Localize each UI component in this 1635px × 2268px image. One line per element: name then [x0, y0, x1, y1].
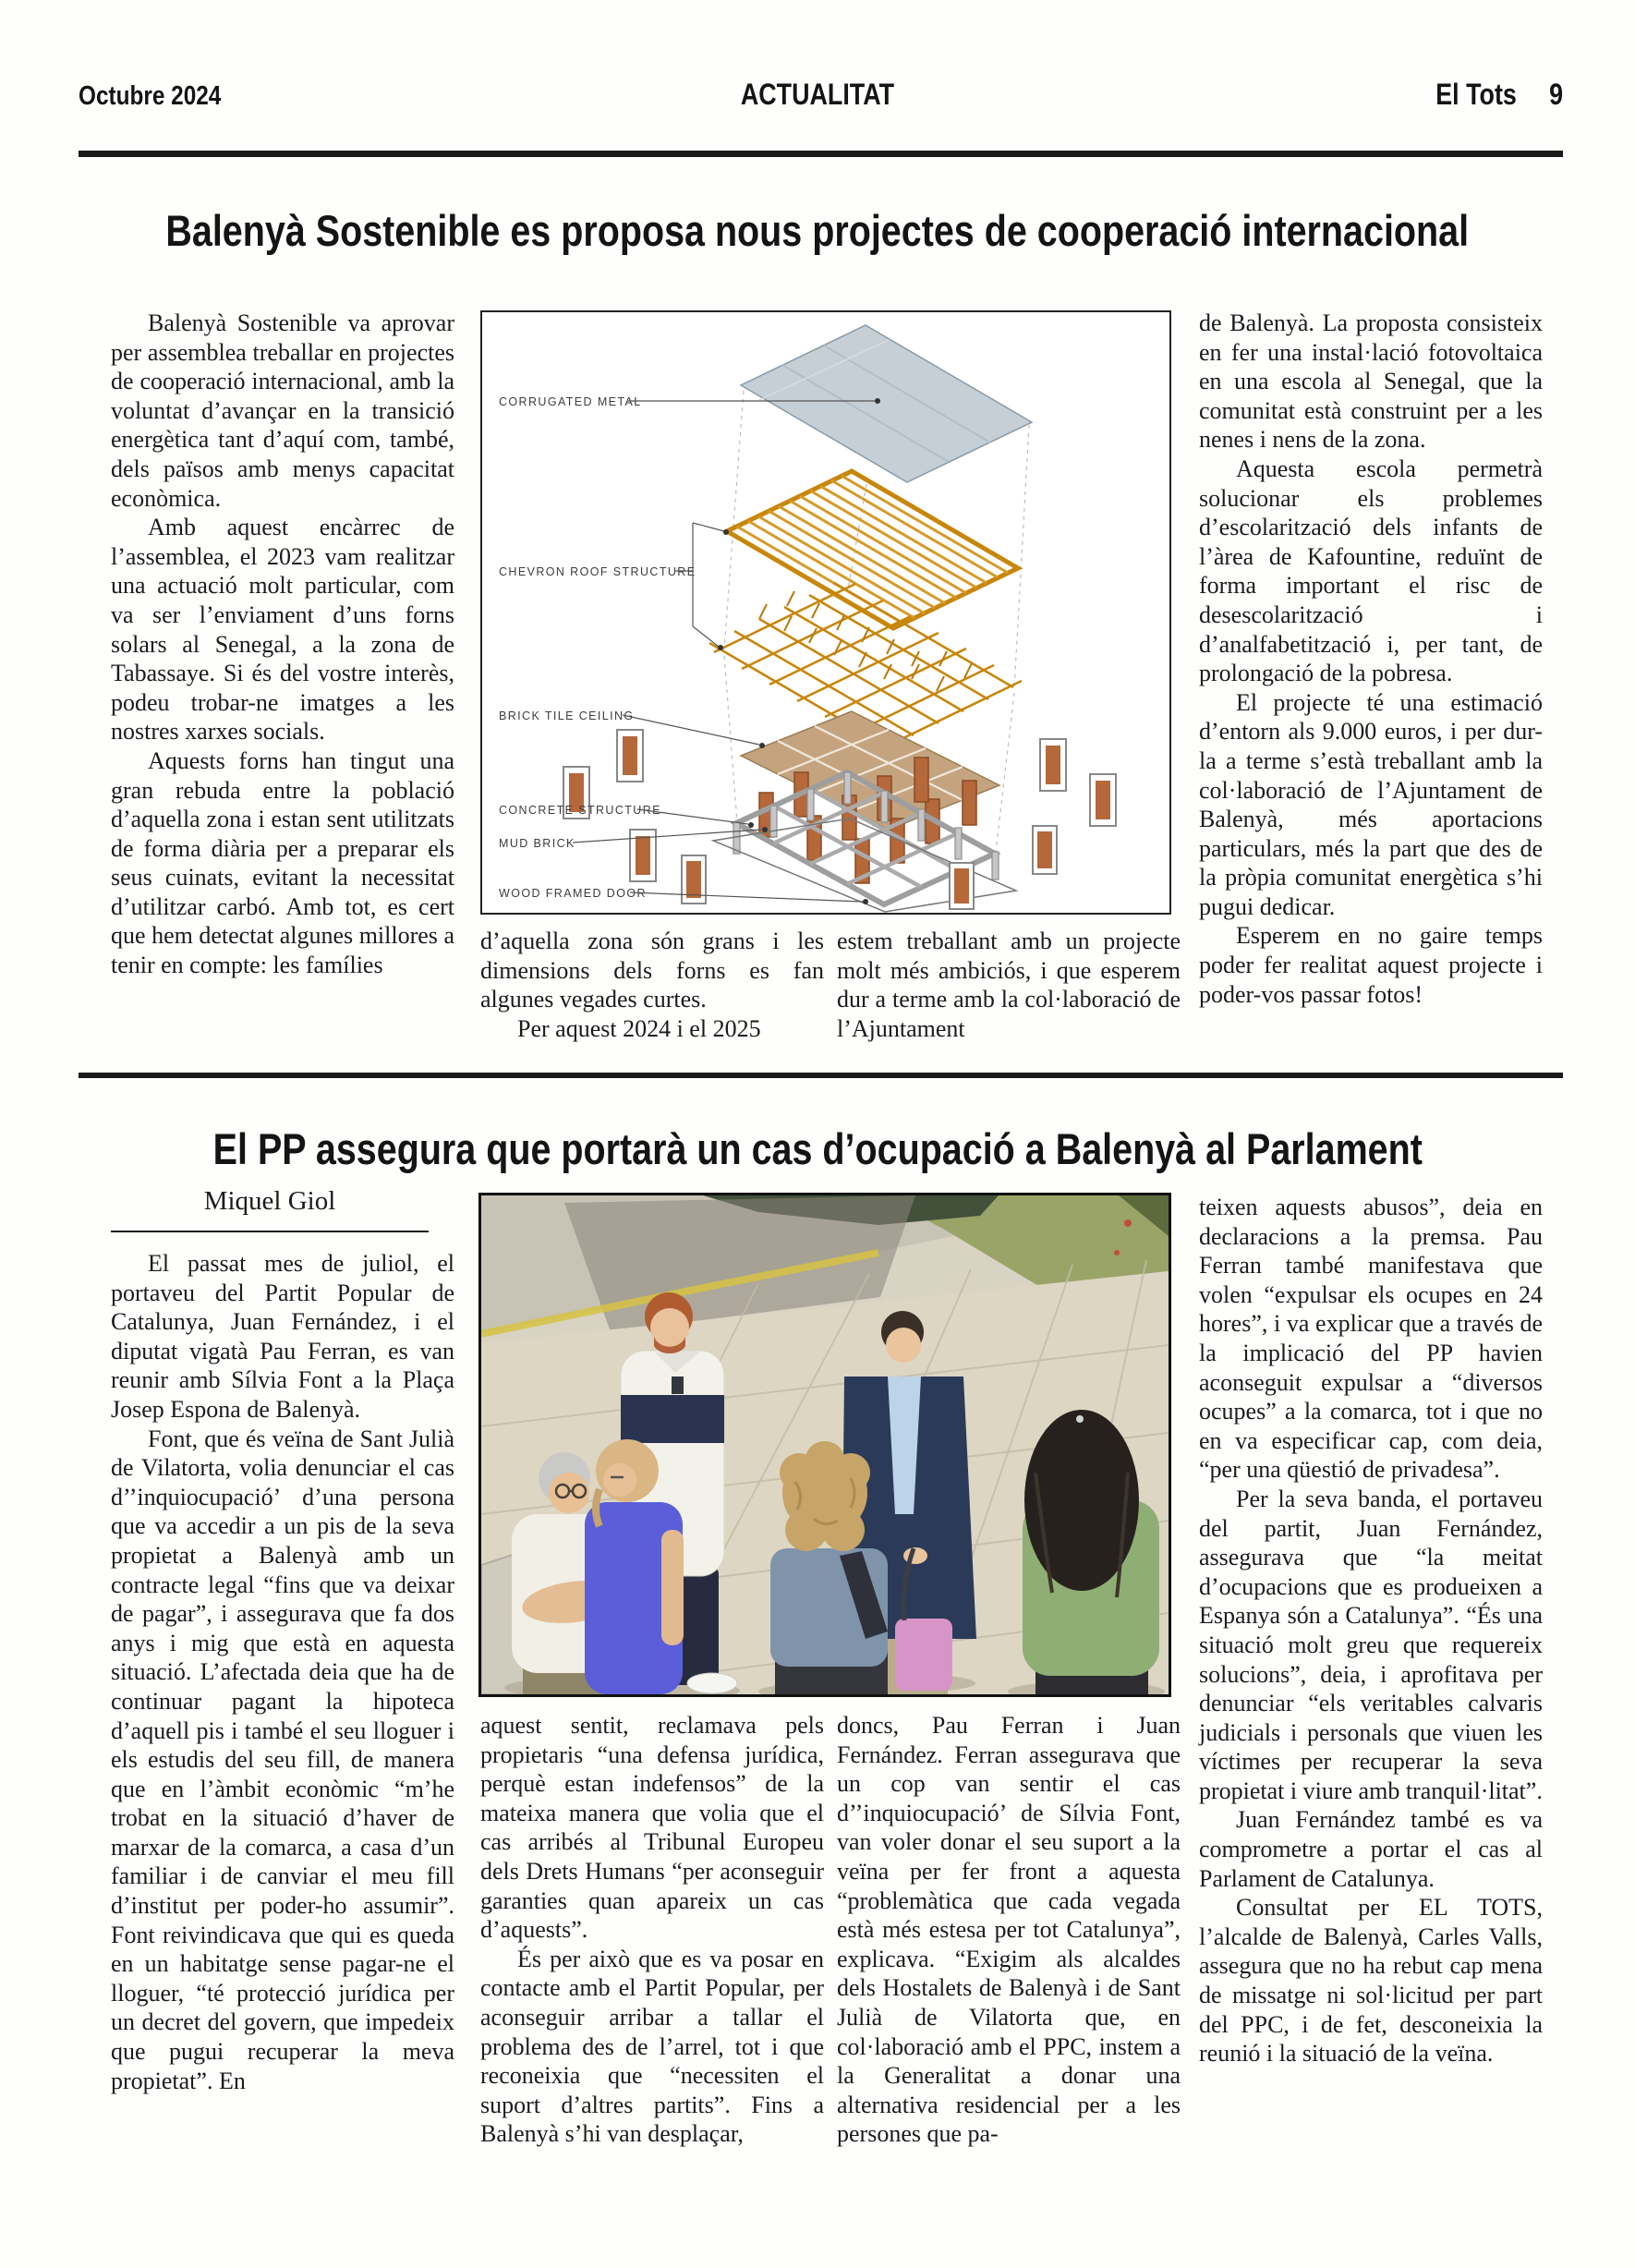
byline-rule	[111, 1231, 429, 1232]
paragraph: Consultat per EL TOTS, l’alcalde de Balenyà, Carles Valls, assegura que no ha rebut cap mena de missatge ni sol·licitud per part del PPC, i de fet, desconeixia la reunió i la situació de la veïna.	[1199, 1894, 1543, 2068]
paragraph: aquest sentit, reclamava pels propietaris “una defensa jurídica, perquè estan indefensos” de la mateixa manera que volia que el cas arribés al Tribunal Europeu dels Drets Humans “per aconseguir garanties quan apareix un cas d’aquests”.	[480, 1712, 824, 1944]
header-rule	[79, 151, 1563, 157]
page-number: 9	[1549, 78, 1563, 111]
paragraph: Per la seva banda, el portaveu del partit, Juan Fernández, assegurava que “la meitat d’ocupacions que es produeixen a Espanya són a Catalunya”. “És una situació molt greu que requereix solucions”, deia, i aprofitava per denunciar “els veritables calvaris judicials i personals que viuen les víctimes per recuperar la seva propietat i viure amb tranquil·litat”.	[1199, 1485, 1543, 1804]
label-wood-framed-door: WOOD FRAMED DOOR	[499, 887, 647, 900]
paragraph: Esperem en no gaire temps poder fer realitat aquest projecte i poder-vos passar fotos!	[1199, 922, 1543, 1008]
article2-headline-text: El PP assegura que portarà un cas d’ocupació a Balenyà al Parlament	[212, 1124, 1423, 1173]
construction-diagram-figure	[480, 310, 1171, 915]
paragraph: És per això que es va posar en contacte amb el Partit Popular, per aconseguir arribar a tallar el problema des de l’arrel, tot i que reconeixia que “necessiten el suport d’altres partits”. Fins a Balenyà s’hi van desplaçar,	[480, 1945, 824, 2148]
diagram-labels	[499, 395, 880, 904]
paragraph: El passat mes de juliol, el portaveu del Partit Popular de Catalunya, Juan Fernández, i el diputat vigatà Pau Ferran, es van reunir amb Sílvia Font a la Plaça Josep Espona de Balenyà.	[111, 1250, 454, 1423]
curly-hair	[780, 1441, 870, 1551]
brick-tile-ceiling-layer	[741, 711, 999, 830]
article2-photo	[478, 1193, 1171, 1697]
article1-column-1	[111, 309, 454, 980]
paragraph: Font, que és veïna de Sant Julià de Vilatorta, volia denunciar el cas d’’inquiocupació’ d’una persona que va accedir a un pis de la seva propietat a Balenyà amb un contracte legal “fins que va deixar de pagar”, i assegurava que fa dos anys i mig que està en aquesta situació. L’afectada deia que ha de continuar pagant la hipoteca d’aquell pis i també el seu lloguer i els estudis del seu fill, de manera que en l’àmbit econòmic “m’he trobat en la situació d’haver de marxar de la comarca, a casa d’un familiar i de canviar el meu fill d’institut per poder-ho assumir”. Font reivindicava que qui es queda en un habitatge sense pagar-ne el lloguer, “té protecció jurídica per un decret del govern, que impedeix que pugui recuperar la meva propietat”. En	[111, 1425, 454, 2094]
exploded-axonometric-diagram	[482, 312, 1169, 913]
header-publication	[1411, 78, 1563, 112]
paragraph: Amb aquest encàrrec de l’assemblea, el 2023 vam realitzar una actuació molt particular, com va ser l’enviament d’uns forns solars al Senegal, a la zona de Tabassaye. Si és del vostre interès, podeu trobar-ne imatges a les nostres xarxes socials.	[111, 514, 454, 746]
header-date-text: Octubre 2024	[79, 81, 222, 111]
paragraph: Juan Fernández també es va comprometre a portar el cas al Parlament de Catalunya.	[1199, 1806, 1543, 1892]
paragraph: El projecte té una estimació d’entorn als 9.000 euros, i per dur-la a terme s’està treballant amb la col·laboració de l’Ajuntament de Balenyà, més aportacions particulars, més la part que des de la pròpia comunitat energètica s’hi pugui dedicar.	[1199, 688, 1543, 920]
paragraph: d’aquella zona són grans i les dimensions dels forns es fan algunes vegades curtes.	[480, 928, 824, 1013]
paragraph: Per aquest 2024 i el 2025	[517, 1014, 761, 1042]
paragraph: Aquests forns han tingut una gran rebuda entre la població d’aquella zona i estan sent utilitzats de forma diària per a preparar els seus cuinats, evitant la necessitat d’utilitzar carbó. Amb tot, es cert que hem detectat algunes millores a tenir en compte: les famílies	[111, 746, 454, 979]
header-section	[0, 78, 1635, 112]
paragraph: estem treballant amb un projecte molt més ambiciós, i que esperem dur a terme amb la col·laboració de l’Ajuntament	[837, 928, 1181, 1042]
label-corrugated-metal: CORRUGATED METAL	[499, 395, 642, 408]
label-brick-tile-ceiling: BRICK TILE CEILING	[499, 710, 635, 722]
article2-column-2	[480, 1711, 824, 2149]
paragraph: de Balenyà. La proposta consisteix en fer una instal·lació fotovoltaica en una escola al Senegal, que la comunitat està construint per a les nenes i nens de la zona.	[1199, 309, 1543, 454]
publication-name: El Tots	[1435, 78, 1517, 111]
label-concrete-structure: CONCRETE STRUCTURE	[499, 804, 661, 817]
paragraph: teixen aquests abusos”, deia en declaracions a la premsa. Pau Ferran també manifestava que volen “expulsar els ocupes en 24 hores”, i va explicar que a través de la implicació del PP havien aconseguit expulsar a “diversos ocupes” a la comarca, tot i que no en va especificar cap, com deia, “per una qüestió de privadesa”.	[1199, 1194, 1543, 1484]
article2-byline: Miquel Giol	[203, 1186, 336, 1216]
paragraph: Balenyà Sostenible va aprovar per assemblea treballar en projectes de cooperació internacional, amb la voluntat d’avançar en la transició energètica tant d’aquí com, també, dels països amb menys capacitat econòmica.	[111, 309, 454, 512]
corrugated-metal-layer	[741, 325, 1032, 482]
paragraph: doncs, Pau Ferran i Juan Fernández. Ferran assegurava que un cop van sentir el cas d’’inquiocupació’ de Sílvia Font, van voler donar el seu suport a la veïna per fer front a aquesta “problemàtica que cada vegada està més estesa per tot Catalunya”, explicava. “Exigim als alcaldes dels Hostalets de Balenyà i de Sant Julià de Vilatorta que, en col·laboració amb el PPC, instem a la Generalitat a donar una alternativa residencial per a les persones que pa-	[837, 1712, 1181, 2148]
street-meeting-photo-illustration	[481, 1195, 1169, 1694]
paragraph: Aquesta escola permetrà solucionar els problemes d’escolarització dels infants de l’àrea de Kafountine, reduïnt de forma important el risc de desescolarització i d’analfabetització i, per tant, de prolongació de la pobresa.	[1199, 455, 1543, 687]
article1-column-2	[480, 927, 824, 1043]
article2-headline	[0, 1125, 1635, 1174]
article2-column-4	[1199, 1193, 1543, 2068]
article1-headline	[0, 207, 1635, 256]
article2-column-3	[837, 1711, 1181, 2149]
article1-headline-text: Balenyà Sostenible es proposa nous projectes de cooperació internacional	[165, 206, 1470, 255]
label-mud-brick: MUD BRICK	[499, 837, 575, 850]
article1-column-3	[837, 927, 1181, 1043]
article-separator-rule	[79, 1073, 1563, 1078]
header-section-text: ACTUALITAT	[740, 78, 895, 111]
article2-column-1	[111, 1249, 454, 2095]
article1-column-4	[1199, 309, 1543, 1009]
label-chevron-roof-structure: CHEVRON ROOF STRUCTURE	[499, 565, 696, 578]
